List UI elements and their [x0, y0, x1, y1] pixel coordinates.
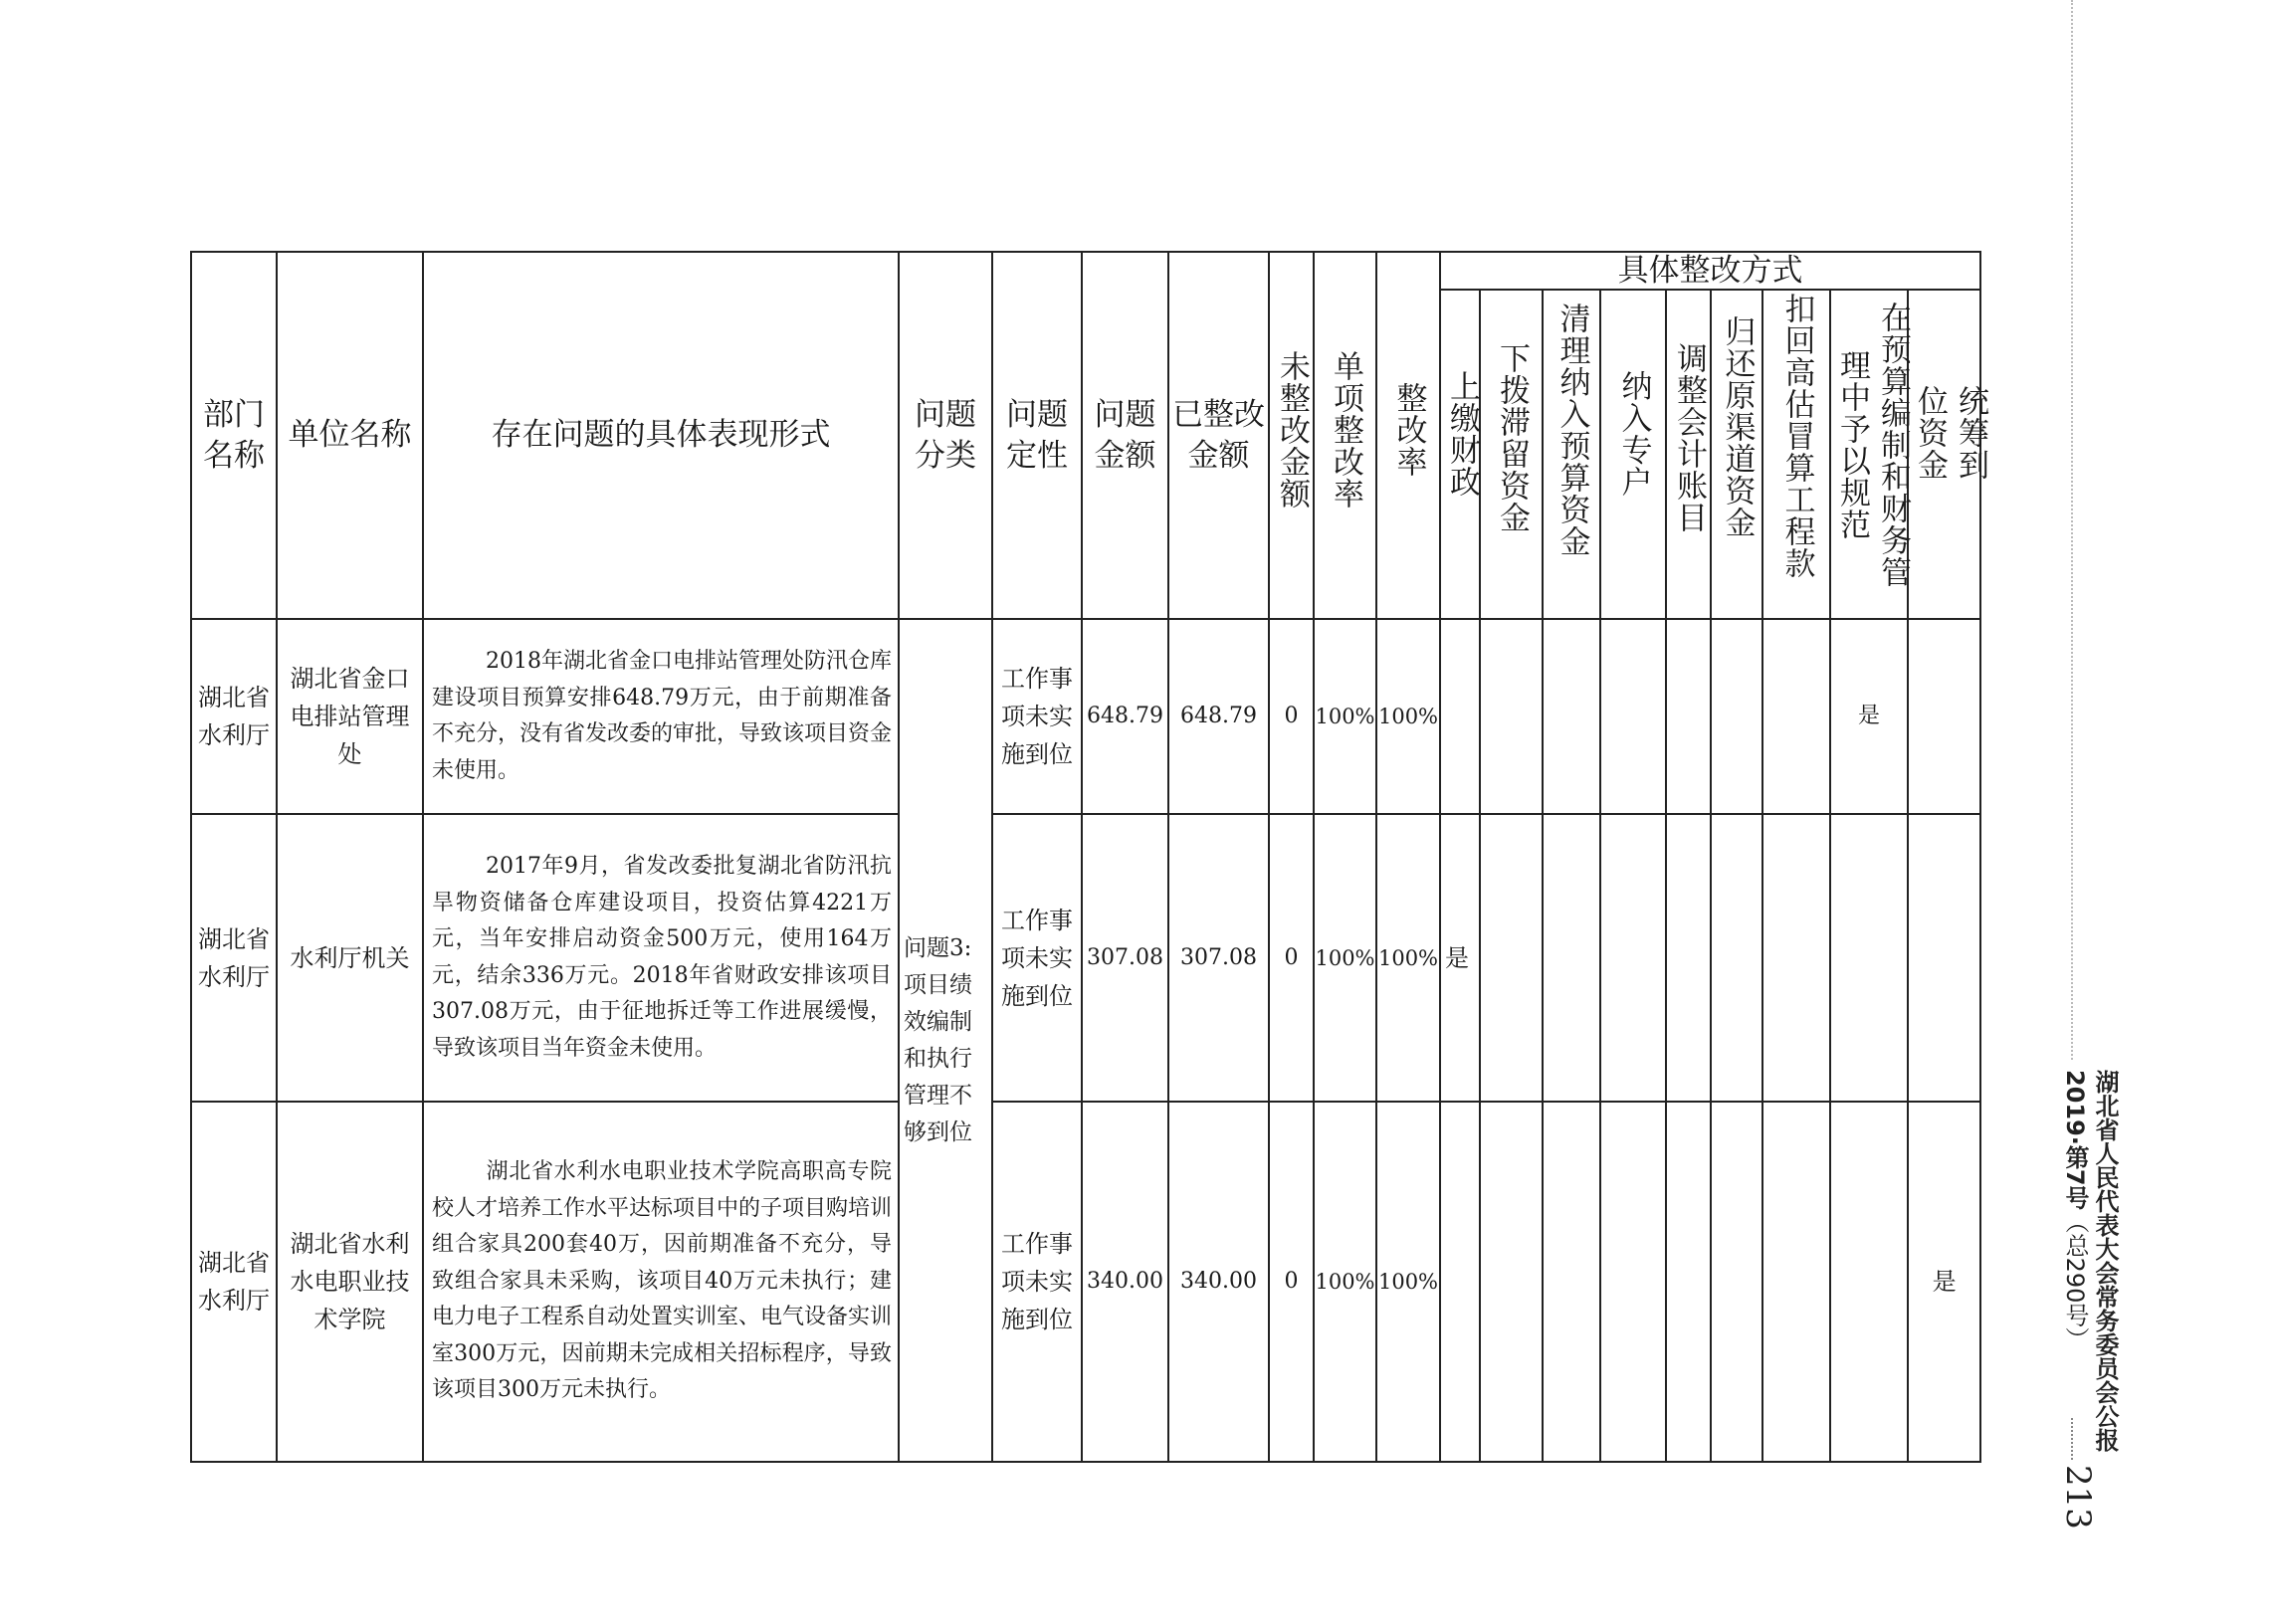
cell-method-2: [1480, 1102, 1543, 1462]
cell-desc: 湖北省水利水电职业技术学院高职高专院校人才培养工作水平达标项目中的子项目购培训组合家具200套40万，因前期准备不充分，导致组合家具未采购，该项目40万元未执行；建电力电子工程系自动处置实训室、电气设备实训室300万元，因前期未完成相关招标程序，导致该项目300万元未执行。: [423, 1102, 899, 1462]
cell-amount: 340.00: [1082, 1102, 1168, 1462]
table-row: [191, 1102, 1980, 1462]
cell-dept: 湖北省水利厅: [191, 1102, 277, 1462]
cell-method-7: [1762, 814, 1830, 1102]
cell-rectified: 648.79: [1168, 619, 1269, 814]
cell-method-8: [1830, 1102, 1908, 1462]
cell-unit: 湖北省水利水电职业技术学院: [277, 1102, 423, 1462]
table-row: [191, 619, 1980, 814]
cell-rate: 100%: [1376, 619, 1440, 814]
issue-total: （总290号）: [2061, 1209, 2089, 1351]
cell-amount: 307.08: [1082, 814, 1168, 1102]
cell-method-7: [1762, 1102, 1830, 1462]
header-item-rate: 单项整改率: [1314, 252, 1376, 619]
header-method-4: 纳入专户: [1600, 290, 1666, 619]
cell-method-9: [1908, 814, 1980, 1102]
cell-method-9: 是: [1908, 1102, 1980, 1462]
cell-method-5: [1666, 1102, 1711, 1462]
cell-unrectified: 0: [1269, 619, 1314, 814]
cell-desc: 2018年湖北省金口电排站管理处防汛仓库建设项目预算安排648.79万元，由于前期准备不充分，没有省发改委的审批，导致该项目资金未使用。: [423, 619, 899, 814]
page-number: 213: [2058, 1465, 2098, 1529]
cell-item-rate: 100%: [1314, 1102, 1376, 1462]
cell-method-8: [1830, 814, 1908, 1102]
cell-unrectified: 0: [1269, 814, 1314, 1102]
cell-method-6: [1711, 619, 1762, 814]
cell-item-rate: 100%: [1314, 814, 1376, 1102]
cell-method-3: [1543, 814, 1600, 1102]
header-method-7: 扣回高估冒算工程款: [1762, 290, 1830, 619]
cell-method-5: [1666, 814, 1711, 1102]
cell-method-6: [1711, 814, 1762, 1102]
cell-nature: 工作事项未实施到位: [992, 619, 1082, 814]
publication-title: 湖北省人民代表大会常务委员会公报: [2091, 1070, 2119, 1452]
cell-rate: 100%: [1376, 814, 1440, 1102]
header-method-9: 统筹到位资金: [1908, 290, 1980, 619]
header-method-5: 调整会计账目: [1666, 290, 1711, 619]
rectification-table: [190, 251, 1988, 1463]
header-method-2: 下拨滞留资金: [1480, 290, 1543, 619]
cell-nature: 工作事项未实施到位: [992, 1102, 1082, 1462]
cell-method-3: [1543, 619, 1600, 814]
running-header: [2060, 1070, 2120, 1452]
margin-dotted-rule: [2071, 0, 2073, 1060]
header-method-6: 归还原渠道资金: [1711, 290, 1762, 619]
cell-unit: 湖北省金口电排站管理处: [277, 619, 423, 814]
cell-method-1: [1440, 619, 1480, 814]
cell-nature: 工作事项未实施到位: [992, 814, 1082, 1102]
header-method-8: 在预算编制和财务管理中予以规范: [1830, 290, 1908, 619]
header-rate: 整改率: [1376, 252, 1440, 619]
header-rectified: 已整改金额: [1168, 252, 1269, 619]
header-category: 问题分类: [899, 252, 992, 619]
cell-method-5: [1666, 619, 1711, 814]
cell-method-9: [1908, 619, 1980, 814]
cell-dept: 湖北省水利厅: [191, 814, 277, 1102]
cell-category: 问题3:项目绩效编制和执行管理不够到位: [899, 619, 992, 1462]
issue-number: 2019·第7号: [2061, 1070, 2089, 1210]
header-unrectified: 未整改金额: [1269, 252, 1314, 619]
cell-method-4: [1600, 1102, 1666, 1462]
header-method-3: 清理纳入预算资金: [1543, 290, 1600, 619]
cell-method-4: [1600, 619, 1666, 814]
cell-method-1: [1440, 1102, 1480, 1462]
cell-rectified: 307.08: [1168, 814, 1269, 1102]
header-amount: 问题金额: [1082, 252, 1168, 619]
header-method-1: 上缴财政: [1440, 290, 1480, 619]
cell-unit: 水利厅机关: [277, 814, 423, 1102]
cell-method-1: 是: [1440, 814, 1480, 1102]
cell-desc: 2017年9月，省发改委批复湖北省防汛抗旱物资储备仓库建设项目，投资估算4221万元，当年安排启动资金500万元，使用164万元，结余336万元。2018年省财政安排该项目307.08万元，由于征地拆迁等工作进展缓慢，导致该项目当年资金未使用。: [423, 814, 899, 1102]
cell-method-8: 是: [1830, 619, 1908, 814]
cell-rate: 100%: [1376, 1102, 1440, 1462]
cell-method-6: [1711, 1102, 1762, 1462]
cell-item-rate: 100%: [1314, 619, 1376, 814]
cell-amount: 648.79: [1082, 619, 1168, 814]
header-unit: 单位名称: [277, 252, 423, 619]
cell-rectified: 340.00: [1168, 1102, 1269, 1462]
table-row: [191, 814, 1980, 1102]
header-dept: 部门名称: [191, 252, 277, 619]
cell-method-4: [1600, 814, 1666, 1102]
cell-method-2: [1480, 619, 1543, 814]
cell-method-7: [1762, 619, 1830, 814]
cell-dept: 湖北省水利厅: [191, 619, 277, 814]
header-nature: 问题定性: [992, 252, 1082, 619]
cell-unrectified: 0: [1269, 1102, 1314, 1462]
header-methods-group: 具体整改方式: [1440, 252, 1980, 290]
cell-method-2: [1480, 814, 1543, 1102]
header-desc: 存在问题的具体表现形式: [423, 252, 899, 619]
cell-method-3: [1543, 1102, 1600, 1462]
